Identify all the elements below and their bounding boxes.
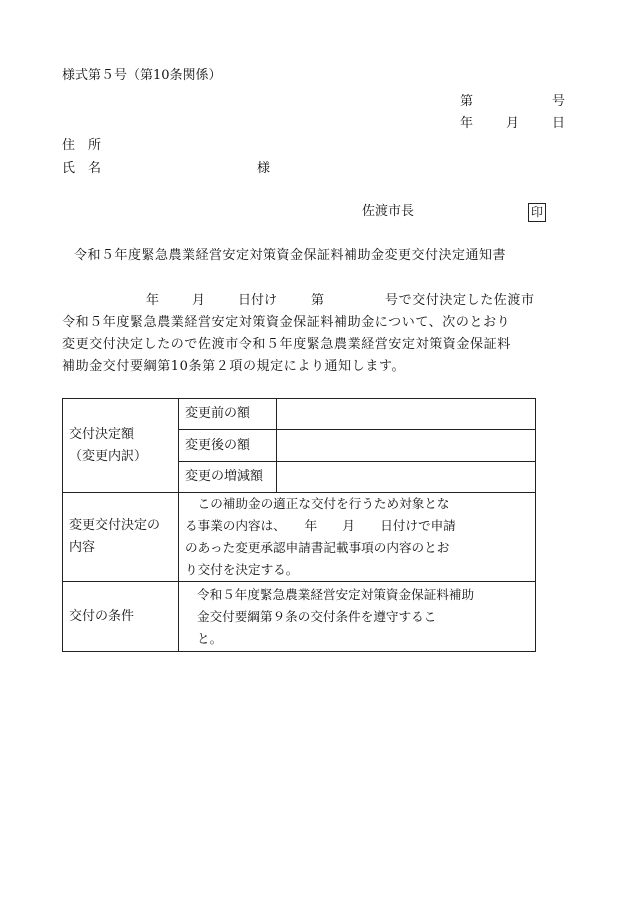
content-text-4: り交付を決定する。 [185,562,299,577]
after-label: 変更後の額 [179,430,277,462]
document-title: 令和５年度緊急農業経営安定対策資金保証料補助金変更交付決定通知書 [74,248,507,263]
before-label: 変更前の額 [179,399,277,430]
body-day: 日付け [238,293,278,308]
date-day: 日 [552,116,566,131]
honorific: 様 [257,161,271,176]
amount-label-2: （変更内訳） [69,448,148,464]
name-label: 氏 名 [62,161,102,176]
decision-table [62,398,536,652]
date-month: 月 [506,116,520,131]
content-text-2: る事業の内容は、 年 月 日付けで申請 [185,518,456,533]
content-text-cell [179,493,536,582]
content-label-2: 内容 [69,540,96,555]
condition-text-1: 令和５年度緊急農業経営安定対策資金保証料補助 [197,586,475,602]
body-year: 年 [146,293,160,308]
content-text-1: この補助金の適正な交付を行うため対象とな [197,496,450,511]
condition-text-2: 金交付要綱第９条の交付条件を遵守するこ [197,608,437,624]
issuer-title: 佐渡市長 [362,204,415,219]
doc-number-prefix: 第 [460,94,474,109]
body-no: 第 [311,293,325,308]
body-line3: 変更交付決定したので佐渡市令和５年度緊急農業経営安定対策資金保証料 [62,337,511,352]
diff-value [277,462,536,493]
condition-label: 交付の条件 [63,582,179,652]
body-line2: 令和５年度緊急農業経営安定対策資金保証料補助金について、次のとおり [62,315,511,330]
diff-label: 変更の増減額 [179,462,277,493]
before-value [277,399,536,430]
condition-text-3: と。 [197,630,223,646]
body-line1-rest: 号で交付決定した佐渡市 [385,293,535,308]
doc-number-suffix: 号 [552,94,566,109]
body-month: 月 [192,293,206,308]
amount-label-1: 交付決定額 [69,426,135,442]
body-line4: 補助金交付要綱第10条第２項の規定により通知します。 [62,359,406,374]
content-text-3: のあった変更承認申請書記載事項の内容のとお [185,540,450,555]
amount-label-cell [63,399,179,493]
condition-text-cell [179,582,536,652]
content-label-1: 変更交付決定の [69,518,161,533]
form-number: 様式第５号（第10条関係） [62,68,222,83]
date-year: 年 [460,116,474,131]
address-label: 住 所 [62,138,102,153]
seal-mark: 印 [528,203,546,222]
after-value [277,430,536,462]
content-label-cell [63,493,179,582]
